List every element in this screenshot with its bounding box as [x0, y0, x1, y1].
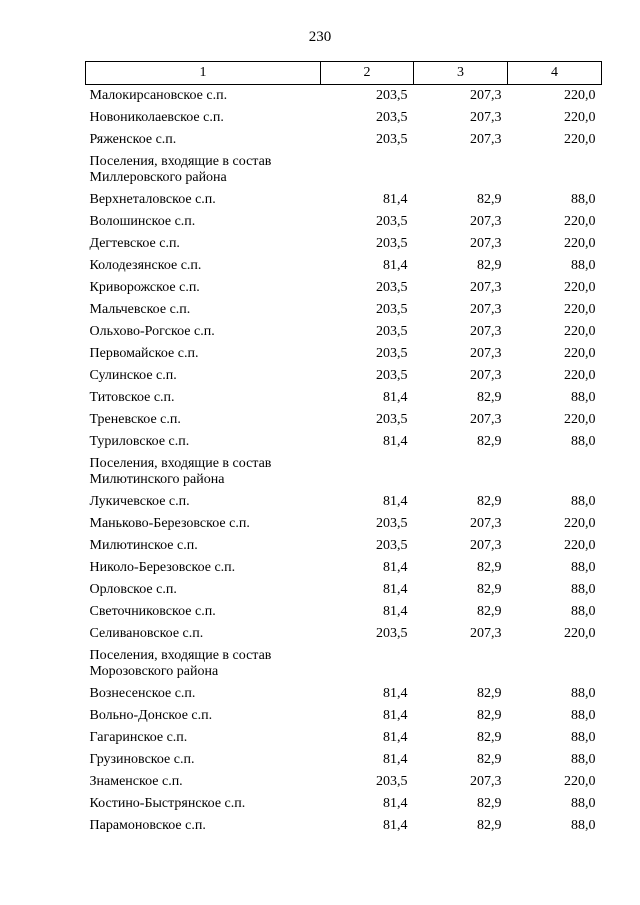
value-col-4: 220,0: [564, 516, 596, 531]
value-col-4: 88,0: [571, 390, 596, 405]
value-col-2: 81,4: [383, 494, 408, 509]
settlement-name: Первомайское с.п.: [89, 346, 199, 361]
value-col-2: 203,5: [376, 368, 408, 383]
value-col-2: 203,5: [376, 412, 408, 427]
value-col-3: 207,3: [470, 346, 502, 361]
value-col-3: 207,3: [470, 132, 502, 147]
value-col-3: 82,9: [477, 708, 502, 723]
column-header-3: 3: [414, 62, 508, 85]
value-col-4: 88,0: [571, 582, 596, 597]
settlement-name: Туриловское с.п.: [89, 434, 190, 449]
table-row: [86, 277, 602, 299]
table-row: [86, 85, 602, 108]
value-col-3: 82,9: [477, 686, 502, 701]
settlement-name: Милютинское с.п.: [89, 538, 198, 553]
group-heading: Поселения, входящие в состав Милютинского района: [89, 456, 272, 487]
value-col-2: 203,5: [376, 236, 408, 251]
table-row: [86, 749, 602, 771]
value-col-2: 81,4: [383, 560, 408, 575]
value-col-4: 220,0: [564, 88, 596, 103]
value-col-4: 220,0: [564, 280, 596, 295]
group-heading-row: [86, 151, 602, 189]
table-row: [86, 601, 602, 623]
value-col-3: 82,9: [477, 730, 502, 745]
settlement-name: Треневское с.п.: [89, 412, 181, 427]
empty-cell: [321, 453, 414, 491]
table-row: [86, 255, 602, 277]
settlement-name: Николо-Березовское с.п.: [89, 560, 236, 575]
value-col-2: 203,5: [376, 774, 408, 789]
empty-cell: [508, 453, 602, 491]
settlement-name: Малокирсановское с.п.: [89, 88, 228, 103]
table-row: [86, 189, 602, 211]
empty-cell: [508, 151, 602, 189]
table-row: [86, 129, 602, 151]
value-col-3: 82,9: [477, 434, 502, 449]
value-col-3: 207,3: [470, 774, 502, 789]
value-col-4: 88,0: [571, 730, 596, 745]
table-row: [86, 491, 602, 513]
table-row: [86, 233, 602, 255]
value-col-4: 220,0: [564, 132, 596, 147]
settlement-name: Ряженское с.п.: [89, 132, 177, 147]
value-col-2: 81,4: [383, 818, 408, 833]
value-col-2: 81,4: [383, 582, 408, 597]
value-col-2: 203,5: [376, 516, 408, 531]
value-col-2: 81,4: [383, 192, 408, 207]
table-row: [86, 815, 602, 837]
value-col-4: 88,0: [571, 604, 596, 619]
value-col-3: 207,3: [470, 302, 502, 317]
value-col-4: 220,0: [564, 538, 596, 553]
table-row: [86, 387, 602, 409]
settlement-name: Криворожское с.п.: [89, 280, 200, 295]
table-row: [86, 321, 602, 343]
value-col-3: 207,3: [470, 236, 502, 251]
settlement-name: Гагаринское с.п.: [89, 730, 188, 745]
settlement-name: Волошинское с.п.: [89, 214, 196, 229]
value-col-4: 88,0: [571, 708, 596, 723]
settlement-name: Селивановское с.п.: [89, 626, 204, 641]
settlement-name: Парамоновское с.п.: [89, 818, 206, 833]
table-row: [86, 683, 602, 705]
value-col-4: 88,0: [571, 752, 596, 767]
empty-cell: [414, 645, 508, 683]
page-number: 230: [308, 29, 332, 45]
value-col-3: 207,3: [470, 626, 502, 641]
value-col-4: 88,0: [571, 494, 596, 509]
value-col-3: 207,3: [470, 412, 502, 427]
header-row: [86, 62, 602, 85]
table-row: [86, 771, 602, 793]
settlement-name: Вольно-Донское с.п.: [89, 708, 213, 723]
value-col-2: 203,5: [376, 346, 408, 361]
value-col-3: 207,3: [470, 110, 502, 125]
value-col-3: 207,3: [470, 280, 502, 295]
value-col-2: 81,4: [383, 708, 408, 723]
value-col-3: 82,9: [477, 818, 502, 833]
value-col-3: 207,3: [470, 368, 502, 383]
table-body: [86, 85, 602, 838]
table-row: [86, 299, 602, 321]
table-row: [86, 579, 602, 601]
settlement-name: Сулинское с.п.: [89, 368, 177, 383]
settlement-name: Дегтевское с.п.: [89, 236, 180, 251]
value-col-3: 82,9: [477, 258, 502, 273]
value-col-2: 203,5: [376, 110, 408, 125]
value-col-4: 220,0: [564, 412, 596, 427]
value-col-4: 220,0: [564, 236, 596, 251]
table-row: [86, 727, 602, 749]
table-row: [86, 535, 602, 557]
value-col-4: 88,0: [571, 686, 596, 701]
value-col-3: 207,3: [470, 324, 502, 339]
settlement-name: Знаменское с.п.: [89, 774, 183, 789]
column-header-2: 2: [321, 62, 414, 85]
table-row: [86, 409, 602, 431]
value-col-4: 88,0: [571, 192, 596, 207]
column-header-1: 1: [86, 62, 321, 85]
table-row: [86, 793, 602, 815]
value-col-3: 207,3: [470, 88, 502, 103]
value-col-4: 88,0: [571, 560, 596, 575]
table-row: [86, 557, 602, 579]
value-col-2: 81,4: [383, 796, 408, 811]
empty-cell: [321, 151, 414, 189]
value-col-2: 203,5: [376, 280, 408, 295]
table-header: [86, 62, 602, 85]
value-col-3: 207,3: [470, 214, 502, 229]
table-row: [86, 343, 602, 365]
settlement-name: Колодезянское с.п.: [89, 258, 202, 273]
value-col-2: 203,5: [376, 626, 408, 641]
empty-cell: [414, 151, 508, 189]
group-heading-row: [86, 453, 602, 491]
value-col-4: 220,0: [564, 302, 596, 317]
value-col-4: 220,0: [564, 626, 596, 641]
value-col-4: 220,0: [564, 110, 596, 125]
value-col-3: 82,9: [477, 560, 502, 575]
group-heading: Поселения, входящие в состав Морозовского района: [89, 648, 272, 679]
value-col-2: 203,5: [376, 538, 408, 553]
table-row: [86, 365, 602, 387]
value-col-4: 220,0: [564, 368, 596, 383]
value-col-4: 220,0: [564, 346, 596, 361]
value-col-4: 220,0: [564, 324, 596, 339]
value-col-2: 81,4: [383, 686, 408, 701]
table-row: [86, 705, 602, 727]
value-col-4: 88,0: [571, 258, 596, 273]
empty-cell: [321, 645, 414, 683]
value-col-3: 82,9: [477, 752, 502, 767]
settlement-name: Новониколаевское с.п.: [89, 110, 224, 125]
settlement-name: Маньково-Березовское с.п.: [89, 516, 250, 531]
value-col-2: 81,4: [383, 730, 408, 745]
value-col-2: 81,4: [383, 390, 408, 405]
table-row: [86, 107, 602, 129]
value-col-3: 207,3: [470, 538, 502, 553]
value-col-4: 88,0: [571, 434, 596, 449]
value-col-2: 203,5: [376, 302, 408, 317]
value-col-2: 81,4: [383, 604, 408, 619]
value-col-2: 203,5: [376, 88, 408, 103]
value-col-2: 203,5: [376, 324, 408, 339]
value-col-2: 81,4: [383, 258, 408, 273]
value-col-3: 207,3: [470, 516, 502, 531]
settlement-name: Светочниковское с.п.: [89, 604, 216, 619]
value-col-3: 82,9: [477, 390, 502, 405]
value-col-3: 82,9: [477, 494, 502, 509]
value-col-3: 82,9: [477, 604, 502, 619]
settlement-name: Вознесенское с.п.: [89, 686, 196, 701]
table-row: [86, 431, 602, 453]
value-col-2: 203,5: [376, 214, 408, 229]
settlement-name: Орловское с.п.: [89, 582, 177, 597]
settlement-name: Мальчевское с.п.: [89, 302, 191, 317]
data-table: [85, 61, 602, 837]
settlement-name: Титовское с.п.: [89, 390, 175, 405]
settlement-name: Лукичевское с.п.: [89, 494, 190, 509]
settlement-name: Верхнеталовское с.п.: [89, 192, 216, 207]
value-col-4: 88,0: [571, 796, 596, 811]
empty-cell: [508, 645, 602, 683]
value-col-3: 82,9: [477, 796, 502, 811]
settlement-name: Костино-Быстрянское с.п.: [89, 796, 246, 811]
value-col-2: 81,4: [383, 752, 408, 767]
empty-cell: [414, 453, 508, 491]
column-header-4: 4: [508, 62, 602, 85]
value-col-3: 82,9: [477, 582, 502, 597]
value-col-2: 203,5: [376, 132, 408, 147]
group-heading-row: [86, 645, 602, 683]
group-heading: Поселения, входящие в состав Миллеровского района: [89, 154, 272, 185]
value-col-4: 88,0: [571, 818, 596, 833]
value-col-4: 220,0: [564, 774, 596, 789]
table-row: [86, 513, 602, 535]
value-col-4: 220,0: [564, 214, 596, 229]
table-row: [86, 623, 602, 645]
value-col-2: 81,4: [383, 434, 408, 449]
table-row: [86, 211, 602, 233]
settlement-name: Ольхово-Рогское с.п.: [89, 324, 215, 339]
settlement-name: Грузиновское с.п.: [89, 752, 195, 767]
value-col-3: 82,9: [477, 192, 502, 207]
